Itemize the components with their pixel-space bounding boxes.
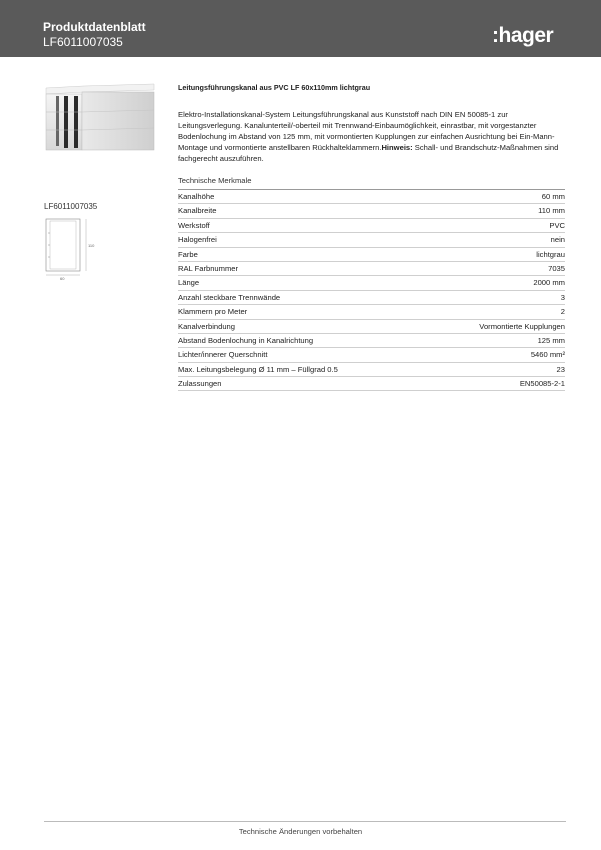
spec-value: 7035: [548, 263, 565, 273]
spec-label: Max. Leitungsbelegung Ø 11 mm – Füllgrad 0.5: [178, 364, 338, 374]
product-title: Leitungsführungskanal aus PVC LF 60x110mm lichtgrau: [178, 83, 371, 92]
spec-row: [178, 276, 565, 290]
spec-value: 60 mm: [541, 192, 565, 201]
spec-value: 23: [556, 364, 565, 374]
product-description: [178, 109, 566, 164]
spec-label: Klammern pro Meter: [178, 307, 248, 317]
spec-value: Vormontierte Kupplungen: [479, 321, 565, 331]
footer-divider: [44, 821, 566, 822]
spec-row: [178, 190, 565, 204]
spec-row: [178, 248, 565, 262]
spec-row: [178, 291, 565, 305]
spec-row: [178, 334, 565, 348]
spec-value: 2: [560, 307, 565, 317]
document-title: Produktdatenblatt: [43, 20, 146, 34]
spec-label: Kanalverbindung: [178, 321, 235, 331]
hager-logo: :hager: [492, 24, 554, 47]
spec-value: lichtgrau: [536, 249, 565, 259]
spec-value: 5460 mm²: [530, 350, 565, 360]
spec-row: [178, 219, 565, 233]
header-article-code: LF6011007035: [43, 35, 123, 49]
spec-label: Kanalbreite: [178, 206, 217, 216]
spec-row: [178, 233, 565, 247]
spec-value: nein: [550, 235, 565, 245]
spec-value: 125 mm: [537, 335, 565, 345]
spec-row: [178, 377, 565, 391]
spec-row: [178, 320, 565, 334]
spec-row: [178, 262, 565, 276]
spec-label: Zulassungen: [178, 379, 222, 389]
spec-row: [178, 305, 565, 319]
description-text: Elektro-Installationskanal-System Leitungsführungskanal aus Kunststoff nach DIN EN 50085-1 zur Leitungsverlegung. Kanalunterteil/-oberteil mit Trennwand-Einbaumöglichkeit, einrastbar, mit vorgestanzter Bodenlochung im Abstand von 125 mm, mit vormontierten Kupplungen zur einfachen Ausrichtung bei Ein-Mann-Montage und vormontierte anstellbaren Rückhalteklammern.: [178, 110, 555, 152]
height-dimension-label: 110: [88, 243, 95, 248]
spec-value: EN50085-2-1: [519, 379, 565, 389]
spec-label: Abstand Bodenlochung in Kanalrichtung: [178, 335, 314, 345]
spec-value: 3: [560, 292, 565, 302]
header-bar: [0, 0, 601, 57]
spec-label: RAL Farbnummer: [178, 263, 239, 273]
spec-row: [178, 363, 565, 377]
spec-row: [178, 204, 565, 218]
spec-row: [178, 348, 565, 362]
spec-label: Kanalhöhe: [178, 192, 215, 201]
spec-value: PVC: [549, 220, 565, 230]
specs-table: [178, 189, 565, 391]
spec-label: Farbe: [178, 249, 198, 259]
note-text: Schall- und Brandschutz-Maßnahmen sind fachgerecht auszuführen.: [178, 143, 559, 163]
spec-label: Lichter/innerer Querschnitt: [178, 350, 268, 360]
product-image: [44, 82, 156, 152]
spec-label: Länge: [178, 278, 200, 288]
article-code-label: LF6011007035: [44, 202, 98, 211]
dimension-drawing: [44, 215, 104, 281]
spec-value: 2000 mm: [533, 278, 565, 288]
note-label: Hinweis:: [381, 143, 413, 152]
spec-value: 110 mm: [538, 206, 565, 216]
specs-heading: Technische Merkmale: [178, 176, 252, 185]
footer-note: Technische Änderungen vorbehalten: [238, 827, 363, 836]
spec-label: Anzahl steckbare Trennwände: [178, 292, 281, 302]
spec-label: Halogenfrei: [178, 235, 217, 245]
width-dimension-label: 60: [60, 276, 65, 281]
spec-label: Werkstoff: [178, 220, 210, 230]
